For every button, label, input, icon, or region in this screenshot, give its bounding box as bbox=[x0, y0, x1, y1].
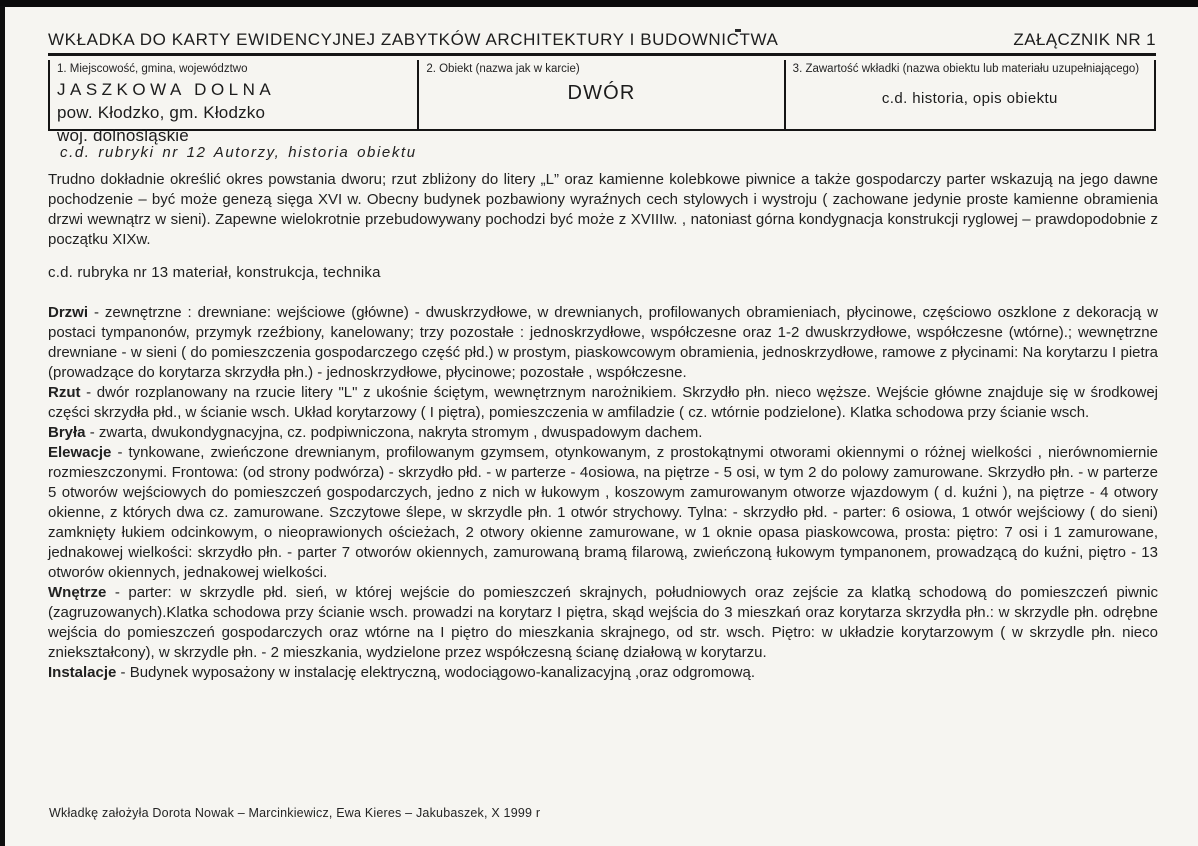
contents-label: 3. Zawartość wkładki (nazwa obiektu lub materiału uzupełniającego) bbox=[792, 63, 1140, 75]
paragraph-elewacje-lead: Elewacje bbox=[48, 444, 112, 461]
annex-label: ZAŁĄCZNIK NR 1 bbox=[1013, 30, 1156, 49]
paragraph-instalacje-lead: Instalacje bbox=[48, 664, 117, 681]
location-voivodeship: woj. dolnośląskie bbox=[57, 126, 189, 145]
object-name: DWÓR bbox=[567, 82, 636, 104]
scan-edge-top bbox=[0, 0, 1198, 7]
section-13-heading: c.d. rubryka nr 13 materiał, konstrukcja, technika bbox=[48, 264, 381, 281]
paragraph-bryla-text: - zwarta, dwukondygnacyjna, cz. podpiwniczona, nakryta stromym , dwuspadowym dachem. bbox=[85, 424, 703, 441]
paragraph-bryla-lead: Bryła bbox=[48, 424, 86, 441]
paragraph-bryla bbox=[48, 423, 1158, 443]
contents-value: c.d. historia, opis obiektu bbox=[881, 90, 1058, 107]
paragraph-drzwi-lead: Drzwi bbox=[48, 304, 89, 321]
scan-edge-left bbox=[0, 6, 5, 846]
description-paragraphs bbox=[48, 303, 1158, 683]
paragraph-wnetrze-lead: Wnętrze bbox=[48, 584, 107, 601]
object-label: 2. Obiekt (nazwa jak w karcie) bbox=[426, 63, 580, 75]
paragraph-wnetrze bbox=[48, 583, 1158, 663]
cell-object bbox=[419, 60, 785, 129]
history-paragraph: Trudno dokładnie określić okres powstania dworu; rzut zbliżony do litery „L” oraz kamienne kolebkowe piwnice a także gospodarczy parter wskazują na jego dawne pochodzenie – być może genezą sięga XVI w. Obecny budynek pozbawiony wyraźnych cech stylowych i wystroju ( zachowane jedynie proste kamienne obramienia drzwi wewnątrz w sieni). Zapewne wielokrotnie przebudowywany pochodzi być może z XVIIIw. , natoniast górna kondygnacja konstrukcji ryglowej – prawdopodobnie z początku XIXw. bbox=[48, 171, 1158, 248]
document-title: WKŁADKA DO KARTY EWIDENCYJNEJ ZABYTKÓW ARCHITEKTURY I BUDOWNICTWA bbox=[48, 30, 779, 49]
document-body bbox=[48, 144, 1158, 683]
location-label: 1. Miejscowość, gmina, województwo bbox=[57, 63, 248, 75]
info-table bbox=[48, 60, 1156, 145]
paragraph-rzut-text: - dwór rozplanowany na rzucie litery "L" z ukośnie ściętym, wewnętrznym narożnikiem. Skrzydło płn. nieco węższe. Wejście główne znajduje się w środkowej części skrzydła płd., w ścianie wsch. Układ korytarzowy ( I piętra), pomieszczenia w amfiladzie ( cz. wtórnie podzielone). Klatka schodowa przy ścianie wsch. bbox=[48, 384, 1158, 421]
document-header bbox=[48, 30, 1156, 56]
paragraph-rzut bbox=[48, 383, 1158, 423]
paragraph-instalacje bbox=[48, 663, 1158, 683]
paragraph-instalacje-text: - Budynek wyposażony w instalację elektryczną, wodociągowo-kanalizacyjną ,oraz odgromową. bbox=[116, 664, 756, 681]
cell-location bbox=[50, 60, 419, 145]
paragraph-drzwi bbox=[48, 303, 1158, 383]
paragraph-elewacje-text: - tynkowane, zwieńczone drewnianym, profilowanym gzymsem, otynkowanym, z prostokątnymi otworami okiennymi o różnej wielkości , nierównomiernie rozmieszczonymi. Frontowa: (od strony podwórza) - skrzydło płd. - w parterze - 4osiowa, na piętrze - 5 osi, w tym 2 do polowy zamurowane. Skrzydło płn. - w parterze 5 otworów wejściowych do pomieszczeń gospodarczych, jedno z nich w łukowym , koszowym zamurowanym otworze wjazdowym ( d. kuźni ), na piętrze - 4 otwory okienne, z których dwa cz. zamurowane. Szczytowe ślepe, w skrzydle płn. 1 otwór strychowy. Tylna: - skrzydło płd. - parter: 6 osiowa, 1 otwór wejściowy ( do sieni) zamknięty łukiem odcinkowym, o nieoprawionych ościeżach, 2 otwory okienne zamurowane, w 1 oknie opasa piaskowcowa, prosta: piętro: 7 osi i 1 zamurowane, jednakowej wielkości: skrzydło płn. - parter 7 otworów okiennych, zamurowaną bramą filarową, zwieńczoną łukowym tympanonem, prowadzącą do kuźni, piętro - 13 otworów okiennych, jednakowej wielkości. bbox=[48, 444, 1158, 581]
paragraph-drzwi-text: - zewnętrzne : drewniane: wejściowe (główne) - dwuskrzydłowe, w drewnianych, profilowanych obramieniach, płycinowe, częściowo oszklone z dekoracją w postaci tympanonów, przymyk rzeźbiony, kanelowany; trzy pozostałe : jednoskrzydłowe, współczesne oraz 1-2 dwuskrzydłowe, współczesne (wtórne).; wewnętrzne drewniane - w sieni ( do pomieszczenia gospodarczego część płd.) w prostym, piaskowcowym obramienia, jednoskrzydłowe, ramowe z płycinami: Na korytarzu I pietra (prowadzące do korytarza skrzydła płn.) - jednoskrzydłowe, płycinowe; pozostałe , współczesne. bbox=[48, 304, 1158, 381]
paragraph-elewacje bbox=[48, 443, 1158, 583]
section-12-heading: c.d. rubryki nr 12 Autorzy, historia obiektu bbox=[60, 144, 417, 161]
location-district: pow. Kłodzko, gm. Kłodzko bbox=[57, 103, 266, 122]
cell-contents bbox=[786, 60, 1156, 129]
footer-note: Wkładkę założyła Dorota Nowak – Marcinkiewicz, Ewa Kieres – Jakubaszek, X 1999 r bbox=[49, 806, 541, 820]
paragraph-rzut-lead: Rzut bbox=[48, 384, 81, 401]
paragraph-wnetrze-text: - parter: w skrzydle płd. sień, w której wejście do pomieszczeń skrajnych, południowych oraz zejście za klatką schodową do pomieszczeń piwnic (zagruzowanych).Klatka schodowa przy ścianie wsch. prowadzi na korytarz I piętra, skąd wejścia do 3 mieszkań oraz korytarza skrzydła płn.: w skrzydle płn. odrębne wejścia do pomieszczeń gospodarczych oraz wtórne na I piętro do mieszkania skrajnego, od str. wsch. Piętro: w układzie korytarzowym ( w skrzydle płn. nieco zniekształcony), w skrzydle płn. - 2 mieszkania, wydzielone przez współczesną ścianę działową w korytarzu. bbox=[48, 584, 1158, 661]
location-place-name: JASZKOWA DOLNA bbox=[57, 80, 276, 99]
